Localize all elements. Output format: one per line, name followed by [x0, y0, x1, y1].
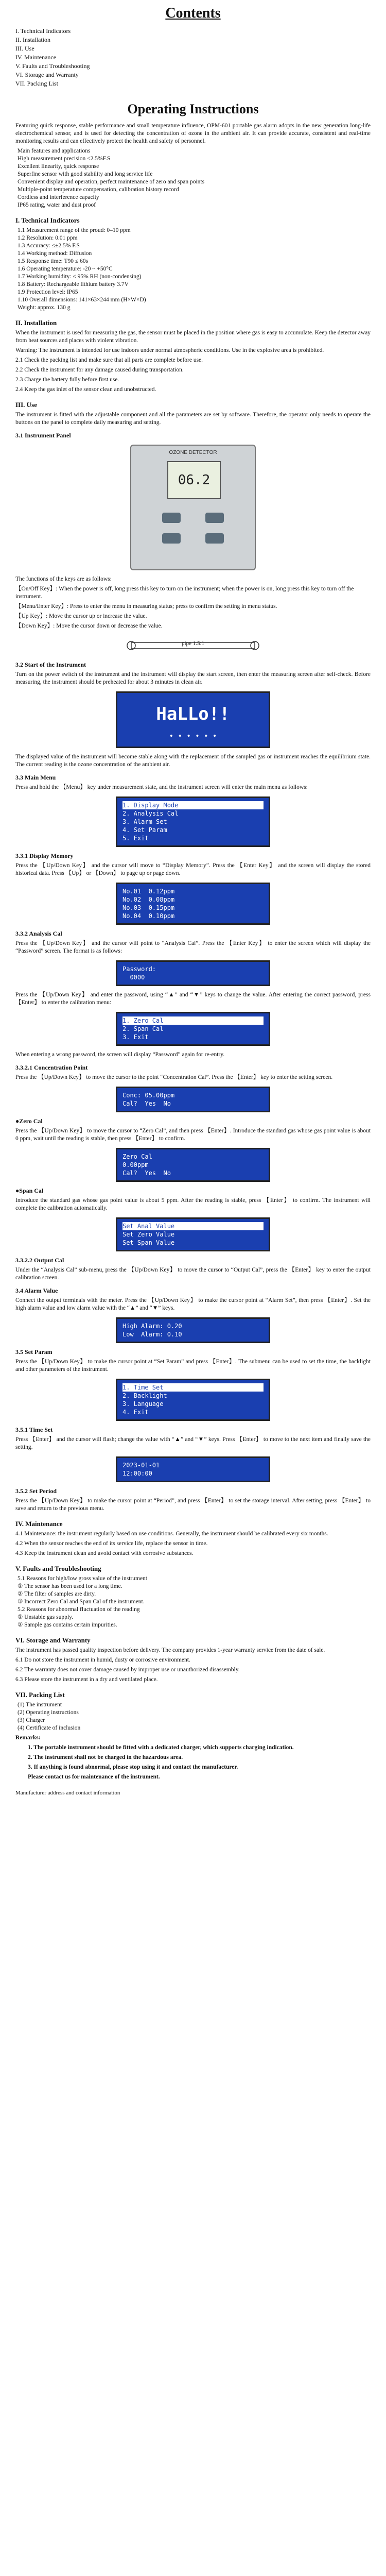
paragraph: Warning: The instrument is intended for use indoors under normal atmospheric conditions. Use in the explosive area is prohibited. — [15, 347, 324, 353]
fault-item: 5.2 Reasons for abnormal fluctuation of the reading — [17, 1606, 140, 1613]
screen-row: 0.00ppm — [122, 1161, 149, 1168]
spec-item: Weight: approx. 130 g — [17, 304, 71, 311]
packing-item: (3) Charger — [17, 1717, 45, 1723]
subsection-title: 3.1 Instrument Panel — [15, 432, 71, 439]
memory-row: No.03 0.15ppm — [122, 904, 175, 911]
paragraph: Under the “Analysis Cal” sub-menu, press the 【Up/Down Key】 to move the cursor to “Output Cal”, press the 【Enter】 key to enter the output calibration screen. — [15, 1267, 371, 1281]
section-title: V. Faults and Troubleshooting — [15, 1565, 101, 1572]
spec-item: 1.7 Working humidity: ≤ 95% RH (non-condensing) — [17, 274, 142, 280]
section-title: III. Use — [15, 401, 37, 409]
paragraph: 4.3 Keep the instrument clean and avoid contact with corrosive substances. — [15, 1550, 194, 1556]
feature-item: Excellent linearity, quick response — [17, 163, 99, 170]
screen-row: Zero Cal — [122, 1153, 152, 1160]
paragraph: 2.4 Keep the gas inlet of the sensor clean and unobstructed. — [15, 386, 156, 393]
packing-item: (4) Certificate of inclusion — [17, 1725, 81, 1731]
password-label: Password: — [122, 965, 156, 973]
document-title: Contents — [165, 5, 221, 21]
key-description: 【Menu/Enter Key】: Press to enter the menu in measuring status; press to confirm the setting in menu status. — [15, 603, 277, 609]
paragraph: Press the 【Up/Down Key】 to move the cursor to the point “Concentration Cal”. Press the 【Enter】 key to enter the setting screen. — [15, 1074, 333, 1080]
menu-row[interactable]: Set Span Value — [122, 1239, 175, 1246]
section-title: I. Technical Indicators — [15, 216, 80, 224]
feature-list — [17, 147, 371, 209]
menu-row[interactable]: Set Anal Value — [122, 1222, 264, 1230]
device-down-button[interactable] — [205, 513, 224, 523]
paragraph: 6.3 Please store the instrument in a dry and ventilated place. — [15, 1676, 158, 1683]
packing-item: (1) The instrument — [17, 1702, 62, 1708]
paragraph: Press the 【Up/Down Key】 and enter the password, using “▲” and “▼” keys to change the value. After entering the correct password, press 【Enter】 to enter the calibration menu: — [15, 992, 371, 1006]
paragraph: Press 【Enter】 and the cursor will flash; change the value with “▲” and “▼” keys. Press 【Enter】 to move to the next item and finally save the setting. — [15, 1436, 371, 1450]
toc-item[interactable]: V. Faults and Troubleshooting — [15, 62, 90, 70]
device-brand: OZONE DETECTOR — [169, 450, 217, 455]
paragraph: 4.1 Maintenance: the instrument regularly based on use conditions. Generally, the instrument should be calibrated every six months. — [15, 1531, 328, 1537]
key-description: 【Up Key】: Move the cursor up or increase the value. — [15, 613, 147, 619]
paragraph: When the instrument is used for measuring the gas, the sensor must be placed in the position where gas is easy to accumulate. Keep the detector away from heat sources and places with violent vibration. — [15, 330, 371, 344]
packing-item: (2) Operating instructions — [17, 1709, 79, 1716]
sampling-tube-figure — [121, 635, 265, 656]
paragraph: 2.2 Check the instrument for any damage caused during transportation. — [15, 367, 184, 373]
screen-row[interactable]: 12:00:00 — [122, 1470, 152, 1477]
fault-item: ② Sample gas contains certain impurities. — [17, 1622, 117, 1628]
memory-row: No.02 0.08ppm — [122, 896, 175, 903]
menu-row[interactable]: 5. Exit — [122, 835, 149, 842]
spec-item: 1.1 Measurement range of the proud: 0–10 ppm — [17, 227, 131, 233]
section-title: VII. Packing List — [15, 1691, 65, 1699]
spec-item: 1.4 Working method: Diffusion — [17, 250, 92, 257]
memory-screen — [116, 883, 270, 925]
paragraph: Press the 【Up/Down Key】 and the cursor will move to “Display Memory”. Press the 【Enter Key】 and the screen will display the stored historical data. Press 【Up】 or 【Down】 to page up or page down. — [15, 862, 371, 876]
subsection-title: 3.4 Alarm Value — [15, 1287, 58, 1294]
feature-item: Convenient display and operation, perfect maintenance of zero and span points — [17, 179, 205, 185]
intro-paragraph: Featuring quick response, stable performance and small temperature influence, OPM-601 portable gas alarm adopts in the new generation long-life electrochemical sensor, and is used for detecting the concentration of ozone in the ambient air. It can provide accurate, consistent and real-time monitoring results and can effectively protect the health and safety of personnel. — [15, 123, 371, 144]
toc-item[interactable]: I. Technical Indicators — [15, 27, 71, 35]
footer-text: Manufacturer address and contact information — [15, 1790, 120, 1796]
paragraph: Press the 【Up/Down Key】 to make the cursor point at “Set Param” and press 【Enter】. The submenu can be used to set the time, the backlight and other parameters of the instrument. — [15, 1359, 371, 1372]
zero-cal-screen — [116, 1148, 270, 1182]
main-menu-screen — [116, 796, 270, 847]
subsection-title: 3.3.2 Analysis Cal — [15, 930, 62, 937]
instrument-panel-photo — [130, 445, 256, 570]
paragraph: Introduce the standard gas whose gas point value is about 5 ppm. After the reading is stable, press 【Enter】 to confirm. The instrument will complete the calibration automatically. — [15, 1197, 371, 1211]
document — [15, 0, 371, 1797]
paragraph: Press and hold the 【Menu】 key under measurement state, and the instrument screen will enter the main menu as follows: — [15, 784, 308, 790]
paragraph: Turn on the power switch of the instrument and the instrument will display the start screen, then enter the measuring screen after self-check. Before measuring, the instrument should be preheated for about 3 minutes in clean air. — [15, 671, 371, 685]
section-title: VI. Storage and Warranty — [15, 1636, 91, 1644]
feature-item: Cordless and interference capacity — [17, 194, 99, 200]
instructions-heading: Operating Instructions — [127, 101, 259, 116]
spec-item: 1.8 Battery: Rechargeable lithium battery 3.7V — [17, 281, 129, 287]
feature-item: Main features and applications — [17, 148, 91, 154]
spec-item: 1.3 Accuracy: ≤±2.5% F.S — [17, 243, 80, 249]
feature-item: Superfine sensor with good stability and long service life — [17, 171, 153, 177]
fault-item: ① Unstable gas supply. — [17, 1614, 73, 1620]
toc-item[interactable]: VII. Packing List — [15, 80, 58, 87]
remarks-label: Remarks: — [15, 1735, 41, 1741]
subsection-title: ●Zero Cal — [15, 1117, 43, 1125]
paragraph: Press the 【Up/Down Key】 and the cursor will point to “Analysis Cal”. Press the 【Enter Key】 to enter the screen which will display the “Password” screen. The format is as follows: — [15, 940, 371, 954]
feature-item: IP65 rating, water and dust proof — [17, 202, 96, 208]
toc-item[interactable]: VI. Storage and Warranty — [15, 71, 79, 78]
menu-row[interactable]: 1. Time Set — [122, 1383, 264, 1392]
toc-item[interactable]: II. Installation — [15, 36, 50, 43]
paragraph: 2.1 Check the packing list and make sure that all parts are complete before use. — [15, 357, 203, 363]
key-description: 【On/Off Key】: When the power is off, long press this key to turn on the instrument; when the power is on, long press this key to turn off the instrument. — [15, 586, 354, 600]
screen-row[interactable]: High Alarm: 0.20 — [122, 1323, 182, 1330]
screen-row: Conc: 05.00ppm — [122, 1092, 175, 1099]
table-of-contents — [15, 27, 371, 88]
feature-item: High measurement precision <2.5%F.S — [17, 156, 111, 162]
screen-row[interactable]: Cal? Yes No — [122, 1170, 171, 1177]
paragraph: When entering a wrong password, the screen will display “Password” again for re-entry. — [15, 1052, 225, 1058]
spec-item: 1.9 Protection level: IP65 — [17, 289, 78, 295]
key-description: 【Down Key】: Move the cursor down or decrease the value. — [15, 623, 163, 629]
subsection-title: 3.3.2.1 Concentration Point — [15, 1064, 88, 1071]
menu-row[interactable]: 3. Language — [122, 1400, 164, 1408]
memory-row: No.04 0.10ppm — [122, 912, 175, 920]
menu-row[interactable]: 4. Set Param — [122, 826, 167, 834]
spec-item: 1.5 Response time: T90 ≤ 60s — [17, 258, 89, 264]
alarm-screen — [116, 1317, 270, 1343]
menu-row[interactable]: 2. Span Cal — [122, 1025, 164, 1032]
paragraph: The instrument has passed quality inspection before delivery. The company provides 1-year warranty service from the date of sale. — [15, 1647, 325, 1653]
screen-row[interactable]: 2023-01-01 — [122, 1462, 160, 1469]
paragraph: Press the 【Up/Down Key】 to make the cursor point at “Period”, and press 【Enter】 to set the storage interval. After setting, press 【Enter】 to save and return to the previous menu. — [15, 1498, 371, 1512]
tube-label: pipe 1.5:1 — [182, 640, 204, 647]
spec-item: 1.2 Resolution: 0.01 ppm — [17, 235, 78, 241]
start-screen — [116, 691, 270, 748]
paragraph: 2.3 Charge the battery fully before first use. — [15, 377, 119, 383]
device-power-button[interactable] — [205, 533, 224, 544]
device-menu-button[interactable] — [162, 533, 181, 544]
toc-item[interactable]: III. Use — [15, 45, 34, 52]
calibration-menu-screen — [116, 1012, 270, 1046]
remark-item: 3. If anything is found abnormal, please stop using it and contact the manufacturer. — [28, 1764, 238, 1770]
menu-row[interactable]: 4. Exit — [122, 1409, 149, 1416]
screen-row[interactable]: Low Alarm: 0.10 — [122, 1331, 182, 1338]
paragraph: Connect the output terminals with the meter. Press the 【Up/Down Key】 to make the cursor point at “Alarm Set”, then press 【Enter】. Set the high alarm value and low alarm value with the “▲” and “▼” keys. — [15, 1297, 371, 1311]
remark-item: 1. The portable instrument should be fitted with a dedicated charger, which supports charging indication. — [28, 1744, 294, 1751]
param-menu-screen — [116, 1379, 270, 1421]
subsection-title: 3.5 Set Param — [15, 1348, 52, 1355]
section-title: IV. Maintenance — [15, 1520, 63, 1528]
password-value[interactable]: 0000 — [122, 974, 145, 981]
subsection-title: ●Span Cal — [15, 1187, 44, 1194]
section-title: II. Installation — [15, 319, 57, 327]
screen-row[interactable]: Cal? Yes No — [122, 1100, 171, 1107]
paragraph: The displayed value of the instrument will become stable along with the replacement of the sampled gas or instrument reaches the equilibrium state. The current reading is the ozone concentration of the ambient air. — [15, 754, 371, 768]
password-screen — [116, 960, 270, 986]
concentration-screen — [116, 1087, 270, 1112]
paragraph: 6.1 Do not store the instrument in humid, dusty or corrosive environment. — [15, 1657, 190, 1663]
menu-row[interactable]: 1. Zero Cal — [122, 1016, 264, 1025]
menu-row[interactable]: 2. Analysis Cal — [122, 810, 179, 817]
menu-row[interactable]: 3. Alarm Set — [122, 818, 167, 825]
fault-item: 5.1 Reasons for high/low gross value of the instrument — [17, 1575, 148, 1582]
subsection-title: 3.5.2 Set Period — [15, 1487, 57, 1495]
paragraph: 6.2 The warranty does not cover damage caused by improper use or unauthorized disassembly. — [15, 1667, 240, 1673]
paragraph: Press the 【Up/Down Key】 to move the cursor to “Zero Cal”, and then press 【Enter】. Introduce the standard gas whose gas point value is about 0 ppm, wait until the reading is stable, then press 【Enter】 to confirm. — [15, 1128, 371, 1142]
subsection-title: 3.2 Start of the Instrument — [15, 661, 86, 668]
feature-item: Multiple-point temperature compensation, calibration history record — [17, 187, 179, 193]
fault-item: ③ Incorrect Zero Cal and Span Cal of the instrument. — [17, 1599, 145, 1605]
remark-item: 2. The instrument shall not be charged in the hazardous area. — [28, 1754, 183, 1760]
menu-row[interactable]: 1. Display Mode — [122, 801, 264, 809]
subsection-title: 3.3.2.2 Output Cal — [15, 1257, 64, 1264]
spec-list — [17, 227, 371, 312]
fault-item: ② The filter of samples are dirty. — [17, 1591, 96, 1597]
packing-list — [17, 1701, 371, 1732]
fault-list — [17, 1575, 371, 1629]
device-up-button[interactable] — [162, 513, 181, 523]
start-screen-dots: • • • • • • — [169, 732, 217, 740]
subsection-title: 3.3.1 Display Memory — [15, 852, 74, 859]
subsection-title: 3.3 Main Menu — [15, 774, 56, 781]
spec-item: 1.6 Operating temperature: -20 ~ +50°C — [17, 266, 113, 272]
start-screen-text: HaLLo!! — [156, 704, 230, 724]
time-screen — [116, 1456, 270, 1482]
menu-row[interactable]: 2. Backlight — [122, 1392, 167, 1399]
menu-row[interactable]: Set Zero Value — [122, 1231, 175, 1238]
paragraph: The instrument is fitted with the adjustable component and all the parameters are set by software. Therefore, the operator only needs to operate the buttons on the panel to complete daily measuring and setting. — [15, 412, 371, 426]
remark-item: Please contact us for maintenance of the instrument. — [28, 1774, 160, 1780]
fault-item: ① The sensor has been used for a long time. — [17, 1583, 122, 1589]
subsection-title: 3.5.1 Time Set — [15, 1426, 53, 1433]
device-lcd-reading: 06.2 — [167, 461, 221, 499]
spec-item: 1.10 Overall dimensions: 141×63×244 mm (H×W×D) — [17, 297, 146, 303]
toc-item[interactable]: IV. Maintenance — [15, 54, 57, 61]
paragraph: 4.2 When the sensor reaches the end of its service life, replace the sensor in time. — [15, 1540, 208, 1547]
span-cal-screen — [116, 1217, 270, 1251]
keys-intro: The functions of the keys are as follows: — [15, 576, 112, 582]
menu-row[interactable]: 3. Exit — [122, 1033, 149, 1041]
memory-row: No.01 0.12ppm — [122, 888, 175, 895]
